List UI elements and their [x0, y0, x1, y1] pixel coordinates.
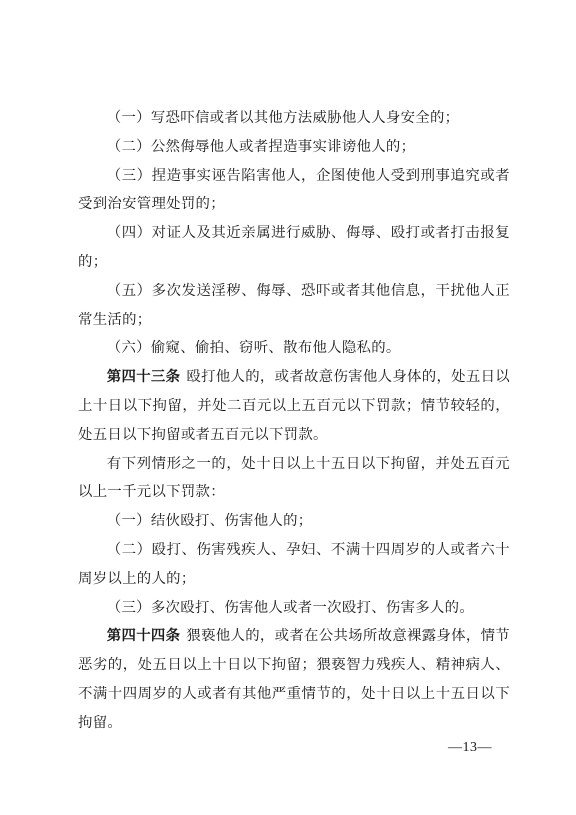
paragraph-text: （三）捏造事实诬告陷害他人，企图使他人受到刑事追究或者受到治安管理处罚的； — [78, 167, 510, 213]
paragraph-text: 有下列情形之一的，处十日以上十五日以下拘留，并处五百元以上一千元以下罚款： — [78, 455, 510, 501]
document-body — [78, 104, 510, 738]
list-item — [78, 594, 510, 623]
paragraph-text: （一）结伙殴打、伤害他人的； — [106, 513, 313, 530]
list-item — [78, 133, 510, 162]
article-paragraph — [78, 363, 510, 449]
paragraph-text: （二）殴打、伤害残疾人、孕妇、不满十四周岁的人或者六十周岁以上的人的； — [78, 541, 510, 587]
paragraph-text: （四）对证人及其近亲属进行威胁、侮辱、殴打或者打击报复的； — [78, 225, 510, 270]
paragraph-text: 猥亵他人的，或者在公共场所故意裸露身体，情节恶劣的，处五日以上十日以下拘留；猥亵智力残疾人、精神病人、不满十四周岁的人或者有其他严重情节的，处十日以上十五日以下拘留。 — [78, 628, 510, 731]
list-item — [78, 162, 510, 220]
article-paragraph — [78, 622, 510, 737]
paragraph-text: （六）偷窥、偷拍、窃听、散布他人隐私的。 — [106, 340, 401, 357]
list-item — [78, 219, 510, 277]
paragraph-text: （五）多次发送淫秽、侮辱、恐吓或者其他信息，干扰他人正常生活的； — [78, 282, 510, 328]
article-number: 第四十三条 — [106, 369, 181, 386]
list-item — [78, 334, 510, 363]
list-item — [78, 277, 510, 335]
paragraph-text: （一）写恐吓信或者以其他方法威胁他人人身安全的； — [106, 110, 460, 126]
list-item — [78, 507, 510, 536]
paragraph — [78, 450, 510, 508]
page-number: —13— — [448, 740, 492, 755]
list-item — [78, 104, 510, 133]
article-number: 第四十四条 — [106, 628, 181, 645]
list-item — [78, 536, 510, 594]
paragraph-text: （二）公然侮辱他人或者捏造事实诽谤他人的； — [106, 138, 416, 155]
paragraph-text: 殴打他人的，或者故意伤害他人身体的，处五日以上十日以下拘留，并处二百元以上五百元以下罚款；情节较轻的，处五日以下拘留或者五百元以下罚款。 — [78, 369, 510, 443]
paragraph-text: （三）多次殴打、伤害他人或者一次殴打、伤害多人的。 — [106, 599, 475, 616]
